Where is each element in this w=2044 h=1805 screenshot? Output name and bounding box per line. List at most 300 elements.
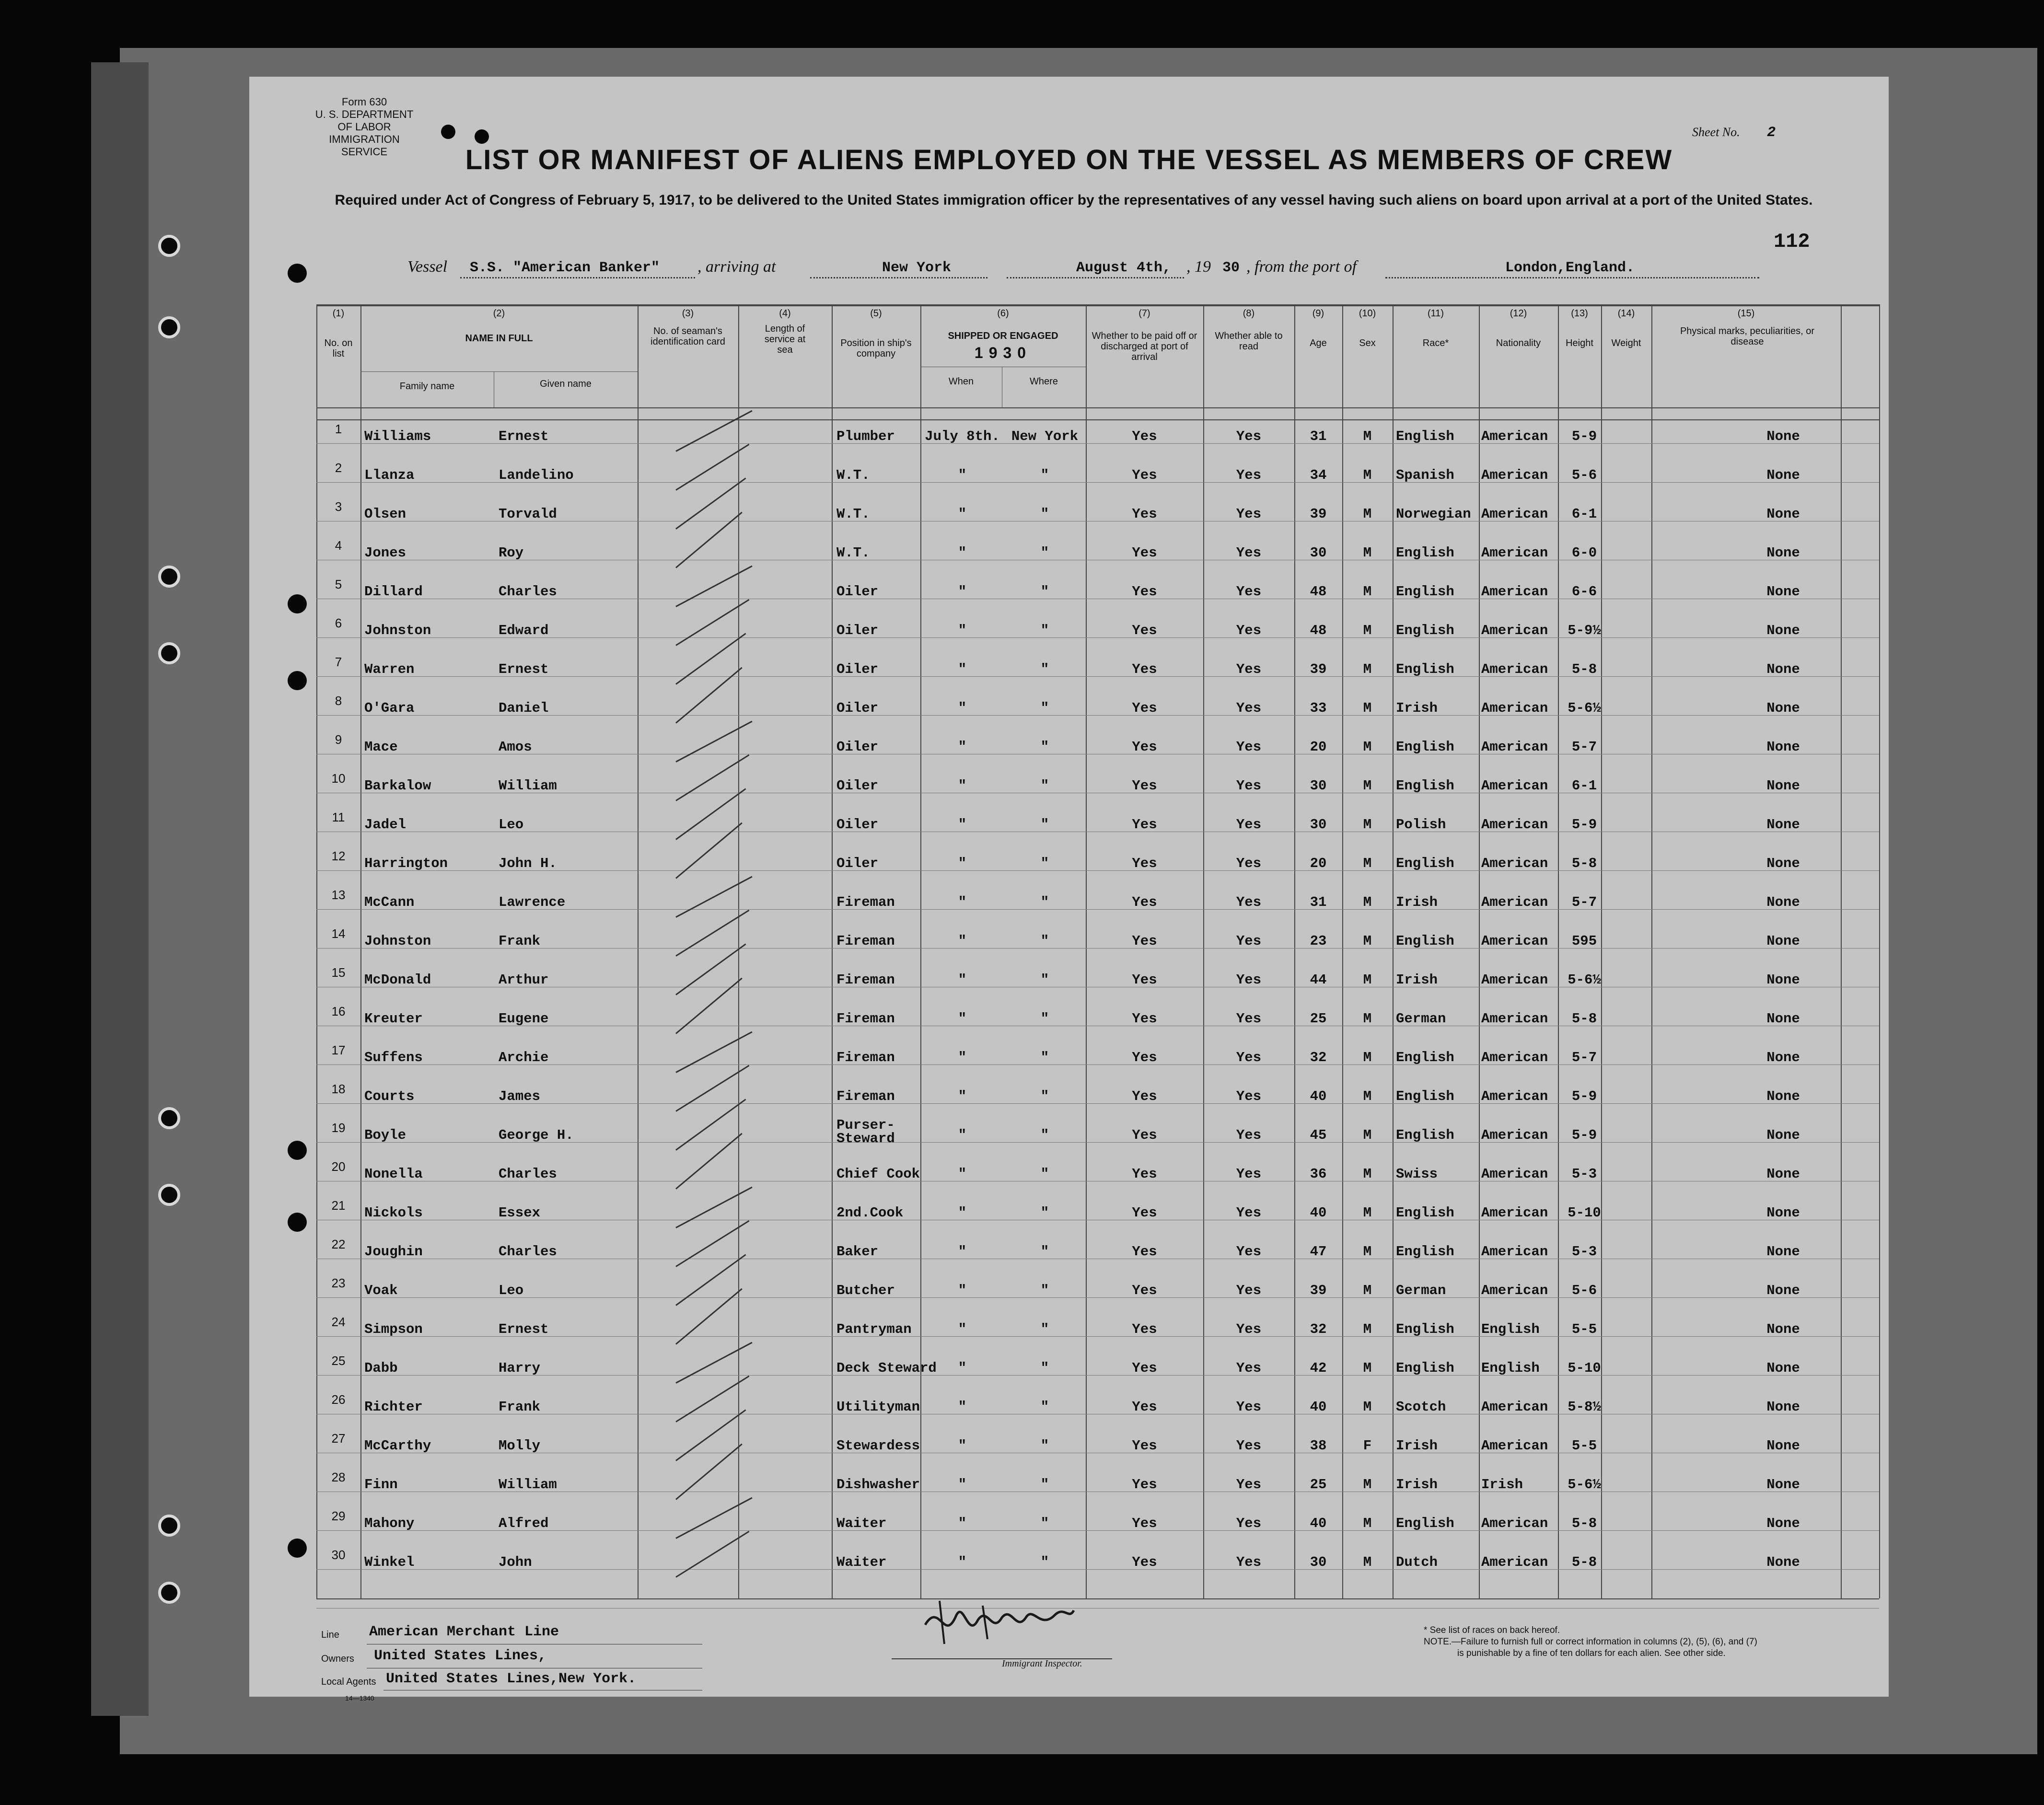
physical-marks-cell: None — [1766, 1205, 1800, 1221]
race-cell: Irish — [1396, 972, 1438, 988]
height-cell: 5-3 — [1571, 1244, 1597, 1260]
shipped-where-cell: " — [1040, 1554, 1049, 1570]
form-code: 14—1340 — [345, 1694, 374, 1702]
position-cell: Oiler — [836, 584, 879, 600]
col-num-12: (12) — [1510, 308, 1527, 319]
physical-marks-cell: None — [1766, 1127, 1800, 1143]
height-cell: 5-5 — [1571, 1438, 1597, 1454]
sheet-number — [1692, 125, 1776, 141]
age-cell: 23 — [1310, 933, 1327, 949]
able-to-read-cell: Yes — [1236, 1011, 1262, 1027]
shipped-when-cell: " — [958, 661, 967, 677]
age-cell: 31 — [1310, 894, 1327, 910]
paid-off-cell: Yes — [1132, 1477, 1157, 1493]
nationality-cell: American — [1481, 972, 1548, 988]
header-length-service: Length of service at sea — [764, 324, 806, 355]
given-name-cell: William — [499, 1477, 557, 1493]
shipped-when-cell: " — [958, 1244, 967, 1260]
shipped-when-cell: " — [958, 1011, 967, 1027]
shipped-when-cell: " — [958, 894, 967, 910]
sex-cell: M — [1363, 894, 1372, 910]
position-cell: Utilityman — [836, 1399, 920, 1415]
row-number-cell: 24 — [331, 1315, 346, 1329]
row-number-cell: 28 — [331, 1470, 346, 1484]
paid-off-cell: Yes — [1132, 817, 1157, 833]
check-mark-icon — [675, 1342, 752, 1384]
shipped-where-cell: " — [1040, 972, 1049, 988]
binder-hole — [158, 1515, 180, 1537]
able-to-read-cell: Yes — [1236, 1477, 1262, 1493]
age-cell: 25 — [1310, 1477, 1327, 1493]
check-mark-icon — [675, 876, 752, 918]
position-cell: Waiter — [836, 1554, 887, 1570]
punch-hole — [475, 129, 489, 144]
physical-marks-cell: None — [1766, 972, 1800, 988]
header-paid-off: Whether to be paid off or discharged at port of arrival — [1092, 331, 1197, 362]
sex-cell: M — [1363, 933, 1372, 949]
position-cell: Deck Steward — [836, 1360, 937, 1376]
physical-marks-cell: None — [1766, 700, 1800, 716]
row-number-cell: 16 — [331, 1004, 346, 1018]
family-name-cell: Nonella — [364, 1166, 423, 1182]
position-cell: Fireman — [836, 1088, 895, 1104]
shipped-when-cell: " — [958, 778, 967, 794]
header-id-card: No. of seaman's identification card — [650, 326, 725, 347]
position-cell: Oiler — [836, 739, 879, 755]
physical-marks-cell: None — [1766, 894, 1800, 910]
nationality-cell: American — [1481, 1438, 1548, 1454]
family-name-cell: McCarthy — [364, 1438, 431, 1454]
family-name-cell: Finn — [364, 1477, 398, 1493]
sex-cell: M — [1363, 661, 1372, 677]
race-cell: English — [1396, 1050, 1454, 1065]
height-cell: 5-9 — [1571, 1088, 1597, 1104]
given-name-cell: Archie — [499, 1050, 549, 1065]
col-num-2: (2) — [493, 308, 505, 319]
check-mark-icon — [675, 1497, 752, 1539]
row-number-cell: 7 — [335, 655, 342, 669]
col-num-5: (5) — [870, 308, 882, 319]
race-cell: German — [1396, 1011, 1446, 1027]
header-nationality: Nationality — [1496, 338, 1541, 348]
row-number-cell: 27 — [331, 1431, 346, 1446]
shipped-when-cell: " — [958, 545, 967, 561]
given-name-cell: George H. — [499, 1127, 574, 1143]
shipped-when-cell: " — [958, 1438, 967, 1454]
given-name-cell: Leo — [499, 817, 524, 833]
paid-off-cell: Yes — [1132, 1399, 1157, 1415]
sex-cell: M — [1363, 428, 1372, 444]
position-cell: Oiler — [836, 778, 879, 794]
family-name-cell: Mace — [364, 739, 398, 755]
age-cell: 40 — [1310, 1516, 1327, 1531]
age-cell: 30 — [1310, 545, 1327, 561]
height-cell: 5-9 — [1571, 817, 1597, 833]
age-cell: 25 — [1310, 1011, 1327, 1027]
sex-cell: M — [1363, 1011, 1372, 1027]
position-cell: Fireman — [836, 933, 895, 949]
nationality-cell: American — [1481, 1011, 1548, 1027]
nationality-cell: English — [1481, 1321, 1540, 1337]
stamp-number: 112 — [1774, 230, 1810, 253]
family-name-cell: Suffens — [364, 1050, 423, 1065]
race-cell: English — [1396, 661, 1454, 677]
header-name-in-full: NAME IN FULL — [465, 333, 533, 344]
shipped-where-cell: " — [1040, 739, 1049, 755]
age-cell: 40 — [1310, 1399, 1327, 1415]
physical-marks-cell: None — [1766, 856, 1800, 871]
position-cell: W.T. — [836, 506, 870, 522]
position-cell: W.T. — [836, 545, 870, 561]
shipped-where-cell: " — [1040, 1516, 1049, 1531]
footer-notes — [1424, 1625, 1879, 1659]
age-cell: 36 — [1310, 1166, 1327, 1182]
given-name-cell: Frank — [499, 1399, 541, 1415]
arrival-year: 30 — [1222, 260, 1240, 276]
nationality-cell: American — [1481, 1088, 1548, 1104]
check-mark-icon — [675, 1031, 752, 1073]
header-when: When — [948, 376, 974, 387]
col-num-8: (8) — [1243, 308, 1255, 319]
able-to-read-cell: Yes — [1236, 1166, 1262, 1182]
able-to-read-cell: Yes — [1236, 856, 1262, 871]
shipped-where-cell: " — [1040, 856, 1049, 871]
nationality-cell: American — [1481, 428, 1548, 444]
footer-info — [321, 1620, 801, 1692]
paid-off-cell: Yes — [1132, 506, 1157, 522]
race-cell: English — [1396, 1321, 1454, 1337]
year-label: , 19 — [1186, 258, 1211, 276]
shipped-where-cell: " — [1040, 933, 1049, 949]
age-cell: 20 — [1310, 739, 1327, 755]
able-to-read-cell: Yes — [1236, 1438, 1262, 1454]
family-name-cell: Voak — [364, 1283, 398, 1298]
shipped-when-cell: " — [958, 623, 967, 638]
age-cell: 32 — [1310, 1321, 1327, 1337]
able-to-read-cell: Yes — [1236, 1127, 1262, 1143]
arrival-port: New York — [882, 260, 952, 276]
punch-hole — [288, 1539, 307, 1558]
shipped-where-cell: " — [1040, 1127, 1049, 1143]
family-name-cell: Warren — [364, 661, 415, 677]
sex-cell: M — [1363, 700, 1372, 716]
position-cell: Fireman — [836, 1050, 895, 1065]
position-cell: Oiler — [836, 700, 879, 716]
race-cell: English — [1396, 584, 1454, 600]
departure-port: London,England. — [1505, 260, 1635, 276]
paid-off-cell: Yes — [1132, 1554, 1157, 1570]
age-cell: 30 — [1310, 1554, 1327, 1570]
family-name-cell: Williams — [364, 428, 431, 444]
punch-hole — [288, 594, 307, 613]
family-name-cell: Johnston — [364, 623, 431, 638]
given-name-cell: Amos — [499, 739, 532, 755]
shipped-when-cell: " — [958, 739, 967, 755]
row-number-cell: 11 — [332, 810, 345, 824]
given-name-cell: James — [499, 1088, 541, 1104]
age-cell: 31 — [1310, 428, 1327, 444]
shipped-where-cell: " — [1040, 1438, 1049, 1454]
header-shipped-year: 1930 — [974, 344, 1032, 361]
shipped-where-cell: " — [1040, 1244, 1049, 1260]
row-number-cell: 10 — [331, 771, 346, 786]
able-to-read-cell: Yes — [1236, 972, 1262, 988]
shipped-where-cell: " — [1040, 700, 1049, 716]
inspector-signature — [911, 1591, 1083, 1658]
family-name-cell: Johnston — [364, 933, 431, 949]
row-number-cell: 29 — [331, 1509, 346, 1523]
family-name-cell: Winkel — [364, 1554, 415, 1570]
able-to-read-cell: Yes — [1236, 1050, 1262, 1065]
sex-cell: M — [1363, 856, 1372, 871]
paid-off-cell: Yes — [1132, 894, 1157, 910]
crew-table — [316, 304, 1879, 1598]
race-cell: German — [1396, 1283, 1446, 1298]
height-cell: 5-9 — [1571, 1127, 1597, 1143]
height-cell: 5-6 — [1571, 467, 1597, 483]
sex-cell: M — [1363, 1554, 1372, 1570]
given-name-cell: William — [499, 778, 557, 794]
punch-hole — [288, 1213, 307, 1232]
age-cell: 39 — [1310, 1283, 1327, 1298]
punch-hole — [288, 671, 307, 690]
vessel-name: S.S. "American Banker" — [470, 260, 660, 276]
height-cell: 6-1 — [1571, 506, 1597, 522]
col-num-1: (1) — [332, 308, 345, 319]
age-cell: 33 — [1310, 700, 1327, 716]
able-to-read-cell: Yes — [1236, 467, 1262, 483]
able-to-read-cell: Yes — [1236, 506, 1262, 522]
agents-label: Local Agents — [321, 1677, 376, 1687]
paid-off-cell: Yes — [1132, 972, 1157, 988]
paid-off-cell: Yes — [1132, 545, 1157, 561]
given-name-cell: John H. — [499, 856, 557, 871]
shipped-when-cell: " — [958, 1205, 967, 1221]
physical-marks-cell: None — [1766, 467, 1800, 483]
header-sex: Sex — [1359, 338, 1376, 348]
position-cell: Fireman — [836, 1011, 895, 1027]
paid-off-cell: Yes — [1132, 1438, 1157, 1454]
able-to-read-cell: Yes — [1236, 778, 1262, 794]
position-cell: Dishwasher — [836, 1477, 920, 1493]
nationality-cell: American — [1481, 1283, 1548, 1298]
row-number-cell: 30 — [331, 1548, 346, 1562]
age-cell: 20 — [1310, 856, 1327, 871]
given-name-cell: Eugene — [499, 1011, 549, 1027]
shipped-where-cell: New York — [1011, 428, 1079, 444]
height-cell: 5-9 — [1571, 428, 1597, 444]
col-num-9: (9) — [1312, 308, 1324, 319]
shipped-when-cell: " — [958, 817, 967, 833]
race-cell: Polish — [1396, 817, 1446, 833]
shipped-when-cell: " — [958, 1321, 967, 1337]
sex-cell: F — [1363, 1438, 1372, 1454]
able-to-read-cell: Yes — [1236, 1554, 1262, 1570]
height-cell: 6-0 — [1571, 545, 1597, 561]
able-to-read-cell: Yes — [1236, 894, 1262, 910]
age-cell: 42 — [1310, 1360, 1327, 1376]
family-name-cell: Jones — [364, 545, 406, 561]
race-cell: English — [1396, 1088, 1454, 1104]
shipped-when-cell: " — [958, 1127, 967, 1143]
row-number-cell: 5 — [335, 577, 342, 591]
paid-off-cell: Yes — [1132, 1127, 1157, 1143]
row-number-cell: 14 — [331, 926, 346, 941]
position-cell: W.T. — [836, 467, 870, 483]
height-cell: 5-3 — [1571, 1166, 1597, 1182]
shipped-where-cell: " — [1040, 623, 1049, 638]
header-position: Position in ship's company — [840, 338, 912, 359]
position-cell: Stewardess — [836, 1438, 920, 1454]
able-to-read-cell: Yes — [1236, 1088, 1262, 1104]
shipped-where-cell: " — [1040, 661, 1049, 677]
paid-off-cell: Yes — [1132, 623, 1157, 638]
physical-marks-cell: None — [1766, 1554, 1800, 1570]
age-cell: 48 — [1310, 623, 1327, 638]
physical-marks-cell: None — [1766, 1244, 1800, 1260]
shipped-where-cell: " — [1040, 545, 1049, 561]
row-number-cell: 19 — [331, 1121, 346, 1135]
col-num-14: (14) — [1617, 308, 1635, 319]
shipped-where-cell: " — [1040, 1399, 1049, 1415]
physical-marks-cell: None — [1766, 661, 1800, 677]
position-cell: Fireman — [836, 972, 895, 988]
row-number-cell: 6 — [335, 616, 342, 630]
physical-marks-cell: None — [1766, 1283, 1800, 1298]
binder-hole — [158, 566, 180, 588]
penalty-note-cont: is punishable by a fine of ten dollars for each alien. See other side. — [1457, 1648, 1726, 1658]
page-title: LIST OR MANIFEST OF ALIENS EMPLOYED ON THE VESSEL AS MEMBERS OF CREW — [465, 144, 1673, 175]
physical-marks-cell: None — [1766, 428, 1800, 444]
sex-cell: M — [1363, 1516, 1372, 1531]
shipped-when-cell: " — [958, 1554, 967, 1570]
race-cell: English — [1396, 1127, 1454, 1143]
given-name-cell: Harry — [499, 1360, 541, 1376]
race-cell: Irish — [1396, 1477, 1438, 1493]
background-edge — [91, 62, 149, 1716]
nationality-cell: American — [1481, 1127, 1548, 1143]
check-mark-icon — [675, 410, 752, 452]
nationality-cell: American — [1481, 545, 1548, 561]
sheet-number-label: Sheet No. — [1692, 125, 1740, 139]
height-cell: 5-8 — [1571, 661, 1597, 677]
race-cell: English — [1396, 428, 1454, 444]
sex-cell: M — [1363, 1088, 1372, 1104]
height-cell: 5-7 — [1571, 1050, 1597, 1065]
row-number-cell: 25 — [331, 1354, 346, 1368]
able-to-read-cell: Yes — [1236, 428, 1262, 444]
paid-off-cell: Yes — [1132, 739, 1157, 755]
shipped-when-cell: " — [958, 933, 967, 949]
race-cell: Norwegian — [1396, 506, 1471, 522]
shipped-where-cell: " — [1040, 1283, 1049, 1298]
race-cell: English — [1396, 545, 1454, 561]
row-number-cell: 18 — [331, 1082, 346, 1096]
nationality-cell: American — [1481, 506, 1548, 522]
race-cell: English — [1396, 1205, 1454, 1221]
sheet-number-value: 2 — [1767, 125, 1776, 141]
race-cell: English — [1396, 1516, 1454, 1531]
given-name-cell: Frank — [499, 933, 541, 949]
position-cell: Plumber — [836, 428, 895, 444]
paid-off-cell: Yes — [1132, 1088, 1157, 1104]
race-cell: Irish — [1396, 700, 1438, 716]
physical-marks-cell: None — [1766, 1477, 1800, 1493]
position-cell: Butcher — [836, 1283, 895, 1298]
shipped-where-cell: " — [1040, 1360, 1049, 1376]
col-num-15: (15) — [1737, 308, 1755, 319]
shipped-when-cell: " — [958, 1283, 967, 1298]
binder-hole — [158, 1107, 180, 1129]
given-name-cell: Arthur — [499, 972, 549, 988]
shipped-where-cell: " — [1040, 894, 1049, 910]
header-given-name: Given name — [540, 379, 592, 389]
header-able-to-read: Whether able to read — [1215, 331, 1283, 352]
shipped-where-cell: " — [1040, 1088, 1049, 1104]
given-name-cell: Essex — [499, 1205, 541, 1221]
sex-cell: M — [1363, 972, 1372, 988]
nationality-cell: American — [1481, 894, 1548, 910]
punch-hole — [441, 125, 455, 139]
nationality-cell: American — [1481, 739, 1548, 755]
shipped-when-cell: " — [958, 1360, 967, 1376]
height-cell: 5-5 — [1571, 1321, 1597, 1337]
age-cell: 30 — [1310, 778, 1327, 794]
race-cell: English — [1396, 1244, 1454, 1260]
manifest-page — [249, 77, 1889, 1702]
form-number: Form 630 — [341, 96, 387, 108]
shipped-when-cell: July 8th. — [925, 428, 1000, 444]
given-name-cell: Edward — [499, 623, 549, 638]
vessel-label: Vessel — [407, 258, 448, 276]
height-cell: 5-8 — [1571, 856, 1597, 871]
age-cell: 48 — [1310, 584, 1327, 600]
given-name-cell: Alfred — [499, 1516, 549, 1531]
race-cell: English — [1396, 856, 1454, 871]
position-cell: Baker — [836, 1244, 879, 1260]
sex-cell: M — [1363, 1321, 1372, 1337]
shipped-when-cell: " — [958, 856, 967, 871]
sex-cell: M — [1363, 778, 1372, 794]
family-name-cell: Simpson — [364, 1321, 423, 1337]
nationality-cell: American — [1481, 1205, 1548, 1221]
row-number-cell: 2 — [335, 461, 342, 475]
sex-cell: M — [1363, 1205, 1372, 1221]
physical-marks-cell: None — [1766, 1516, 1800, 1531]
paid-off-cell: Yes — [1132, 584, 1157, 600]
race-cell: Irish — [1396, 1438, 1438, 1454]
col-num-13: (13) — [1571, 308, 1588, 319]
physical-marks-cell: None — [1766, 1321, 1800, 1337]
given-name-cell: Molly — [499, 1438, 541, 1454]
shipped-where-cell: " — [1040, 1205, 1049, 1221]
physical-marks-cell: None — [1766, 739, 1800, 755]
shipped-when-cell: " — [958, 1399, 967, 1415]
height-cell: 5-9½ — [1568, 623, 1601, 638]
arriving-label: , arriving at — [697, 258, 776, 276]
age-cell: 32 — [1310, 1050, 1327, 1065]
given-name-cell: Torvald — [499, 506, 557, 522]
punch-hole — [288, 1141, 307, 1160]
paid-off-cell: Yes — [1132, 428, 1157, 444]
sex-cell: M — [1363, 467, 1372, 483]
able-to-read-cell: Yes — [1236, 1360, 1262, 1376]
age-cell: 38 — [1310, 1438, 1327, 1454]
able-to-read-cell: Yes — [1236, 1516, 1262, 1531]
shipped-when-cell: " — [958, 972, 967, 988]
height-cell: 5-8 — [1571, 1554, 1597, 1570]
check-mark-icon — [675, 1409, 746, 1461]
